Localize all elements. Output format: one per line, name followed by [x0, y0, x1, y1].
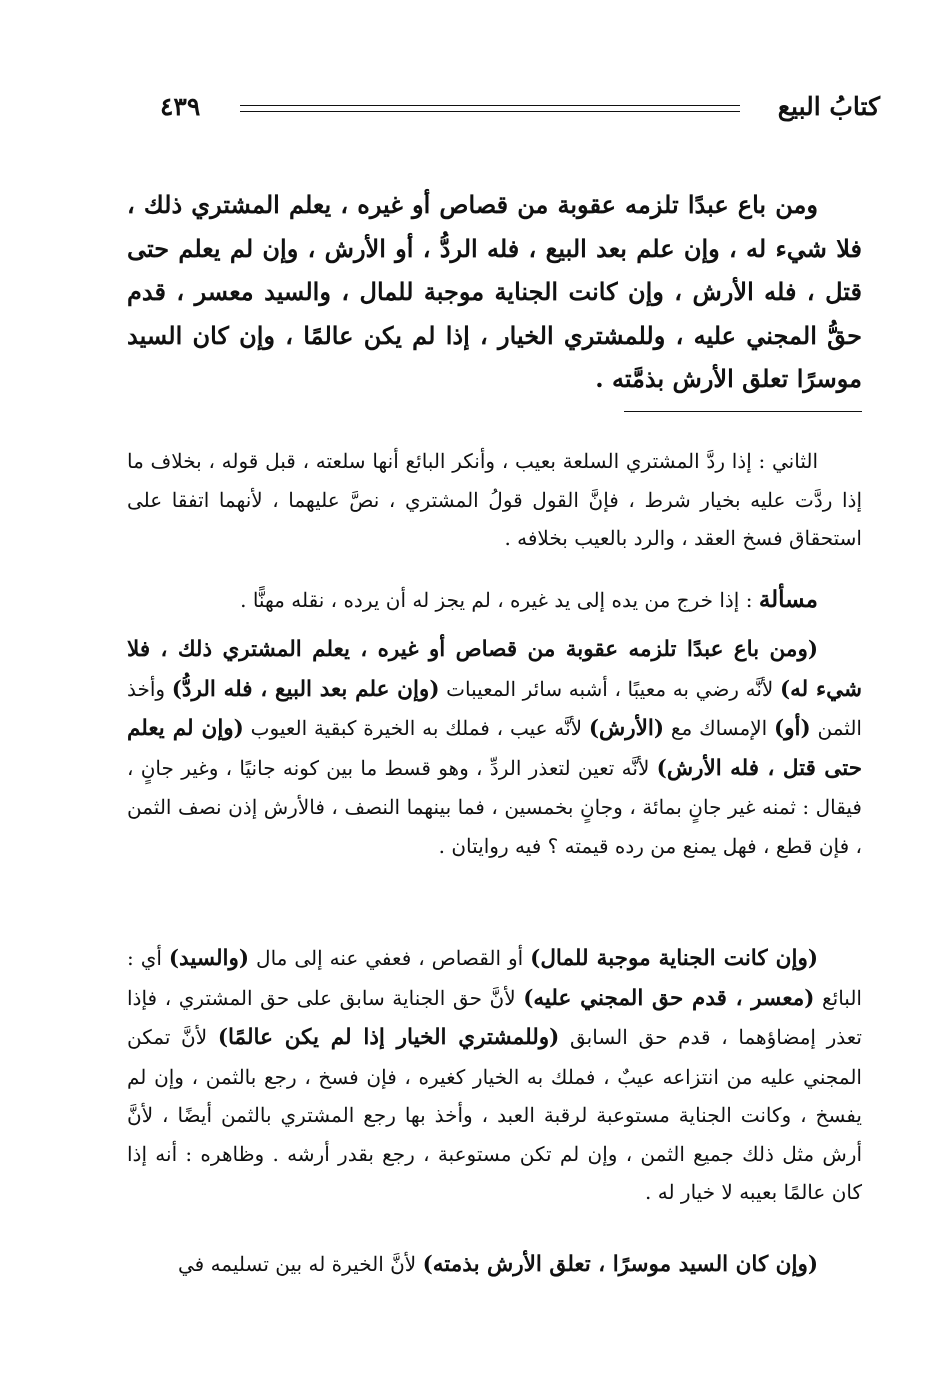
- commentary-text: لأنَّه رضي به معيبًا ، أشبه سائر المعيبات: [439, 676, 780, 701]
- paragraph-text: الثاني : إذا ردَّ المشتري السلعة بعيب ، وأنكر البائع أنها سلعته ، قبل قوله ، بخلاف ما إذا ردَّت عليه بخيار شرط ، فإنَّ القول قولُ المشتري ، نصَّ عليهما ، لأنهما اتفقا على استحقاق فسخ العقد ، والرد بالعيب بخلافه .: [127, 449, 862, 550]
- masala-label: مسألة: [758, 586, 818, 613]
- commentary-text: وأخذ الثمن: [127, 676, 862, 740]
- page-number: ٤٣٩: [160, 92, 201, 121]
- quoted-matn-text: (وإن لم يعلم حتى قتل ، فله الأرش): [127, 716, 862, 781]
- commentary-text: لأنَّه تعين لتعذر الردِّ ، وهو قسط ما بين كونه جانيًا ، وغير جانٍ ، فيقال : ثمنه غير جانٍ بمائة ، وجانٍ بخمسين ، فما بينهما النصف ، فالأرش إذن نصف الثمن ، فإن قطع ، فهل يمنع من رده قيمته ؟ فيه روايتان .: [127, 755, 862, 858]
- matn-text: [127, 183, 862, 401]
- quoted-matn-text: (وللمشتري الخيار إذا لم يكن عالمًا): [217, 1025, 560, 1050]
- commentary-text: لأنَّ تمكن المجني عليه من انتزاعه عيبٌ ، فملك به الخيار كغيره ، فإن فسخ ، رجع بالثمن ، وإن لم يفسخ ، وكانت الجناية مستوعبة لرقبة العبد ، وأخذ بها رجع المشتري بالثمن أيضًا ، لأنَّ أرش مثل ذلك جميع الثمن ، وإن لم تكن مستوعبة ، رجع بقدر أرشه . وظاهره : أنه إذا كان عالمًا بعيبه لا خيار له .: [127, 1025, 862, 1204]
- paragraph-text: : إذا خرج من يده إلى يد غيره ، لم يجز له أن يرده ، نقله مهنًّا .: [240, 588, 759, 612]
- sharh-paragraph-4: [127, 939, 862, 1212]
- running-title: كتابُ البيع: [777, 92, 880, 121]
- sharh-paragraph-1: [127, 442, 862, 558]
- commentary-text: أو القصاص ، فعفي عنه إلى مال: [249, 946, 531, 970]
- quoted-matn-text: (وإن كانت الجناية موجبة للمال): [530, 946, 818, 971]
- commentary-text: أي : البائع: [127, 946, 862, 1010]
- quoted-matn-text: (أو): [774, 716, 811, 741]
- page-header: [160, 92, 880, 132]
- commentary-text: لأنَّ حق الجناية سابق على حق المشتري ، فإذا تعذر إمضاؤهما ، قدم حق السابق: [127, 985, 862, 1049]
- quoted-matn-text: (وإن علم بعد البيع ، فله الردُّ): [171, 676, 440, 702]
- commentary-text: لأنَّ الخيرة له بين تسليمه في: [178, 1252, 423, 1276]
- sharh-paragraph-masala: [127, 581, 862, 620]
- quoted-matn-text: (الأرش): [588, 716, 665, 741]
- sharh-paragraph-5: [127, 1245, 862, 1285]
- footnote-separator: [624, 411, 862, 412]
- commentary-text: لأنَّه عيب ، فملك به الخيرة كبقية العيوب: [243, 716, 589, 740]
- quoted-matn-text: (وإن كان السيد موسرًا ، تعلق الأرش بذمته): [422, 1252, 818, 1277]
- commentary-text: الإمساك مع: [664, 716, 774, 740]
- matn-body: ومن باع عبدًا تلزمه عقوبة من قصاص أو غيره ، يعلم المشتري ذلك ، فلا شيء له ، وإن علم بعد البيع ، فله الردُّ ، أو الأرش ، وإن لم يعلم حتى قتل ، فله الأرش ، وإن كانت الجناية موجبة للمال ، والسيد معسر ، قدم حقُّ المجني عليه ، وللمشتري الخيار ، إذا لم يكن عالمًا ، وإن كان السيد موسرًا تعلق الأرش بذمَّته .: [127, 190, 862, 393]
- quoted-matn-text: (ومن باع عبدًا تلزمه عقوبة من قصاص أو غيره ، يعلم المشتري ذلك ، فلا شيء له): [127, 637, 863, 702]
- header-double-rule: [240, 105, 740, 112]
- quoted-matn-text: (والسيد): [168, 946, 250, 971]
- quoted-matn-text: (معسر ، قدم حق المجني عليه): [523, 985, 815, 1011]
- sharh-paragraph-3: [127, 630, 862, 865]
